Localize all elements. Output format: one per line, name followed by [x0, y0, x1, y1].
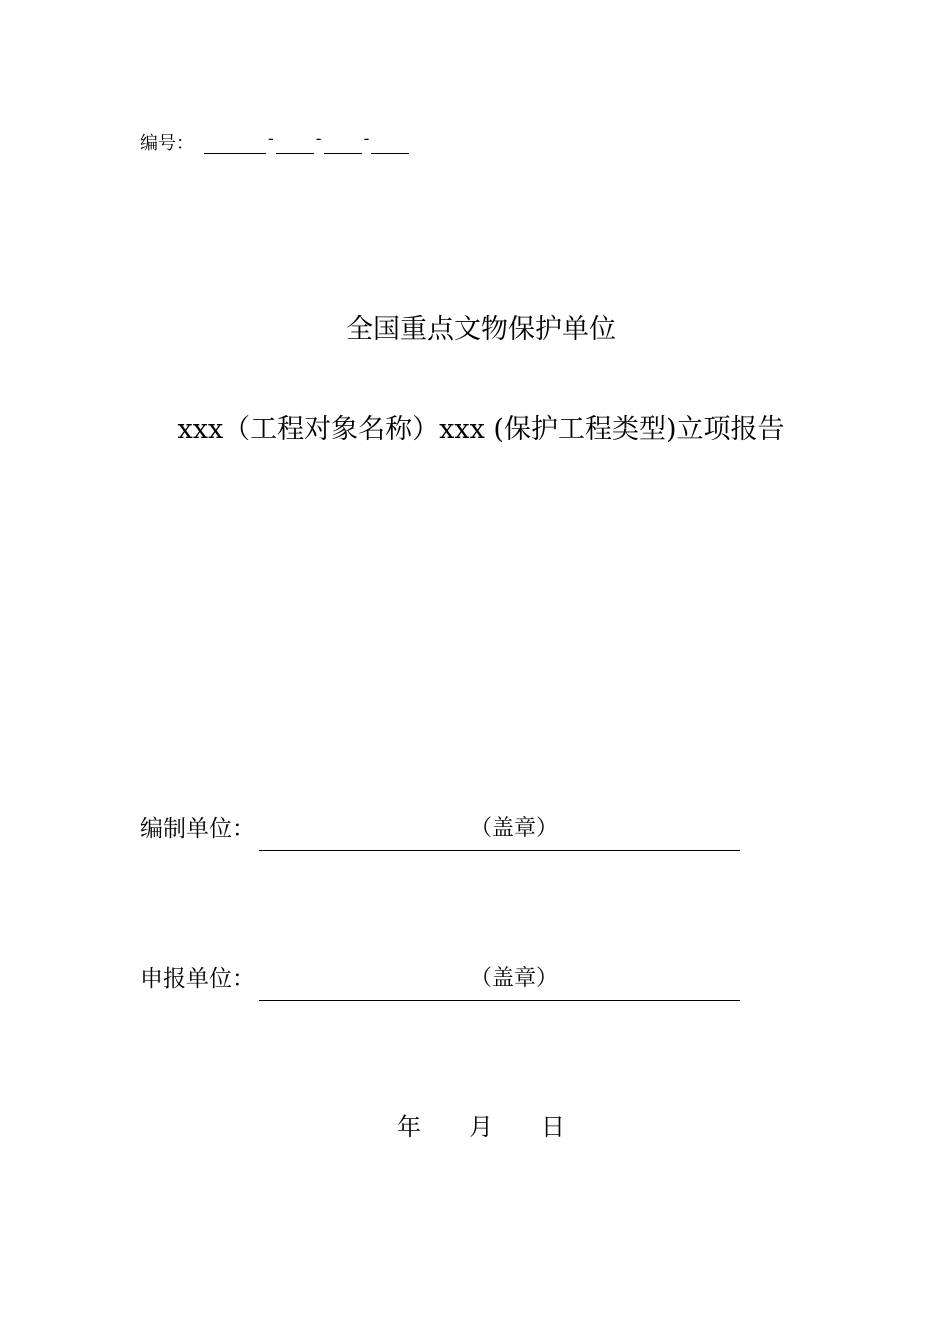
date-line [397, 1112, 565, 1142]
date-year: 年 [397, 1113, 421, 1141]
document-number [140, 124, 409, 156]
document-number-blank [324, 127, 362, 154]
document-number-blank [204, 127, 266, 154]
document-number-blank [276, 127, 314, 154]
document-number-blank [371, 127, 409, 154]
reporting-unit-seal: （盖章） [470, 966, 559, 991]
reporting-unit-row [140, 964, 740, 1004]
compiling-unit-seal: （盖章） [470, 816, 559, 841]
compiling-unit-label: 编制单位： [140, 816, 255, 842]
document-title: 全国重点文物保护单位 [346, 314, 616, 345]
reporting-unit-signature-line [259, 1000, 740, 1001]
document-subtitle: xxx（工程对象名称）xxx (保护工程类型)立项报告 [177, 414, 785, 445]
document-number-separator: - [268, 129, 274, 148]
compiling-unit-signature-line [259, 850, 740, 851]
date-day: 日 [541, 1113, 565, 1141]
reporting-unit-label: 申报单位： [140, 966, 255, 992]
document-number-separator: - [315, 129, 322, 148]
compiling-unit-row [140, 814, 740, 854]
document-number-separator: - [363, 129, 370, 148]
date-month: 月 [469, 1113, 493, 1141]
document-number-label: 编号： [140, 133, 194, 154]
